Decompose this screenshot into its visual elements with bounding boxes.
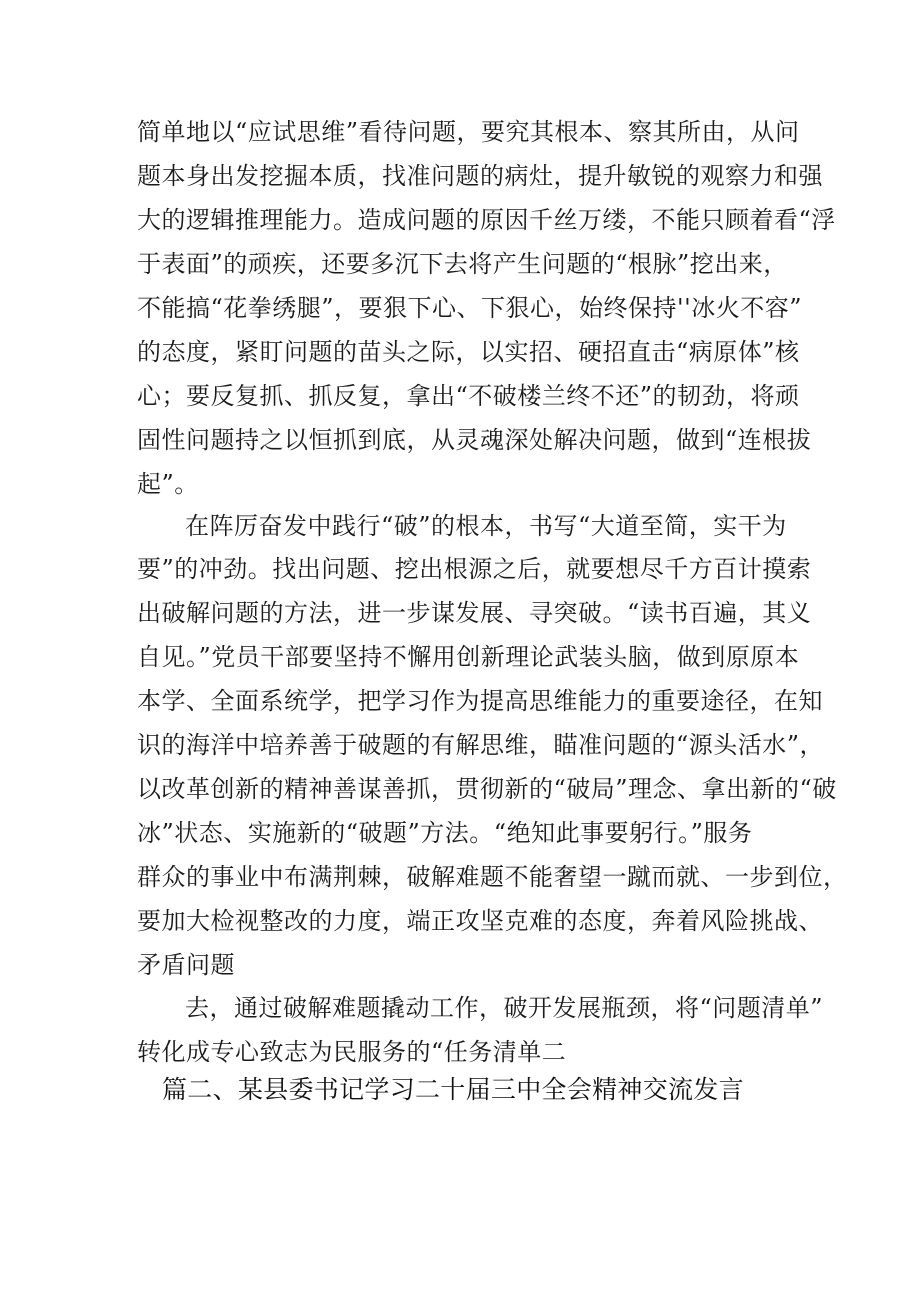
paragraph-line: 不能搞“花拳绣腿”，要狠下心、下狠心，始终保持''冰火不容”: [137, 294, 803, 322]
paragraph-line: 出破解问题的方法，进一步谋发展、寻突破。“读书百遍，其义: [137, 599, 812, 627]
paragraph-line: 转化成专心致志为民服务的“任务清单二: [137, 1038, 567, 1066]
paragraph-line: 本学、全面系统学，把学习作为提高思维能力的重要途径，在知: [137, 687, 823, 715]
paragraph-line: 以改革创新的精神善谋善抓，贯彻新的“破局”理念、拿出新的“破: [137, 775, 837, 803]
paragraph-line: 矛盾问题: [137, 951, 235, 979]
paragraph-line: 去，通过破解难题撬动工作，破开发展瓶颈，将“问题清单”: [185, 994, 824, 1022]
paragraph-line: 大的逻辑推理能力。造成问题的原因千丝万缕，不能只顾着看“浮: [137, 206, 836, 234]
paragraph-line: 自见。”党员干部要坚持不懈用创新理论武装头脑，做到原原本: [137, 643, 800, 671]
paragraph-line: 在阵厉奋发中践行“破”的根本，书写“大道至简，实干为: [185, 512, 787, 540]
paragraph-line: 固性问题持之以恒抓到底，从灵魂深处解决问题，做到“连根拔: [137, 426, 812, 454]
paragraph-line: 识的海洋中培养善于破题的有解思维，瞄准问题的“源头活水”，: [137, 731, 825, 759]
section-heading: 篇二、某县委书记学习二十届三中全会精神交流发言: [162, 1075, 744, 1104]
paragraph-line: 要加大检视整改的力度，端正攻坚克难的态度，奔着风险挑战、: [137, 907, 823, 935]
paragraph-line: 简单地以“应试思维”看待问题，要究其根本、察其所由，从问: [137, 118, 800, 146]
paragraph-line: 要”的冲劲。找出问题、挖出根源之后，就要想尽千方百计摸索: [137, 555, 812, 583]
paragraph-line: 题本身出发挖掘本质，找准问题的病灶，提升敏锐的观察力和强: [137, 162, 823, 190]
paragraph-line: 群众的事业中布满荆棘，破解难题不能奢望一蹴而就、一步到位，: [137, 863, 848, 891]
paragraph-line: 的态度，紧盯问题的苗头之际，以实招、硬招直击“病原体”核: [137, 338, 800, 366]
paragraph-line: 冰”状态、实施新的“破题”方法。“绝知此事要躬行。”服务: [137, 819, 753, 847]
paragraph-line: 起”。: [137, 470, 199, 498]
paragraph-line: 心；要反复抓、抓反复，拿出“不破楼兰终不还”的韧劲，将顽: [137, 382, 800, 410]
paragraph-line: 于表面”的顽疾，还要多沉下去将产生问题的“根脉”挖出来，: [137, 250, 788, 278]
